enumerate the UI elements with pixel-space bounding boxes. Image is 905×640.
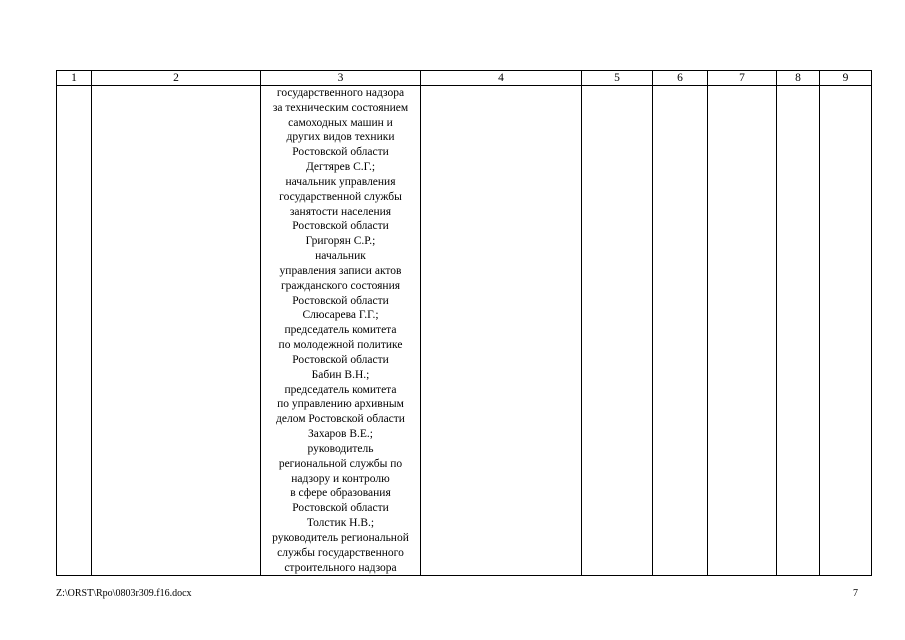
column-header-2: 2 [92, 71, 261, 86]
text-line: службы государственного [277, 546, 404, 559]
text-line: руководитель региональной [272, 531, 409, 544]
text-line: других видов техники [286, 131, 395, 144]
text-line: Захаров В.Е.; [307, 428, 373, 441]
column-header-1: 1 [57, 71, 92, 86]
table-cell-col3 [261, 86, 421, 576]
text-line: Ростовской области [292, 146, 389, 159]
table-cell-col8 [777, 86, 820, 576]
column-header-9: 9 [820, 71, 872, 86]
text-line: управления записи актов [279, 264, 402, 277]
table-cell-col1 [57, 86, 92, 576]
text-line: делом Ростовской области [276, 413, 405, 426]
table-cell-col6 [653, 86, 708, 576]
text-line: Дегтярев С.Г.; [305, 161, 376, 174]
text-line: региональной службы по [278, 457, 403, 470]
text-line: председатель комитета [284, 383, 397, 396]
column-header-6: 6 [653, 71, 708, 86]
table-cell-col9 [820, 86, 872, 576]
text-line: Толстик Н.В.; [306, 517, 375, 530]
column-header-4: 4 [421, 71, 582, 86]
column-header-3: 3 [261, 71, 421, 86]
text-line: Слюсарева Г.Г.; [302, 309, 379, 322]
text-line: в сфере образования [290, 487, 391, 500]
column-header-5: 5 [582, 71, 653, 86]
text-line: строительного надзора [284, 561, 397, 574]
table-cell-col5 [582, 86, 653, 576]
text-line: начальник управления [285, 175, 396, 188]
text-line: по молодежной политике [278, 339, 403, 352]
text-line: за техническим состоянием [272, 101, 409, 114]
column-header-7: 7 [708, 71, 777, 86]
text-line: Ростовской области [292, 502, 389, 515]
column-header-8: 8 [777, 71, 820, 86]
table-header-row [57, 71, 872, 86]
text-line: надзору и контролю [291, 472, 390, 485]
text-line: Ростовской области [292, 220, 389, 233]
text-line: руководитель [307, 442, 374, 455]
text-line: Ростовской области [292, 353, 389, 366]
text-line: самоходных машин и [288, 116, 393, 129]
table-cell-col4 [421, 86, 582, 576]
committee-members-text [261, 86, 420, 575]
footer-file-path: Z:\ORST\Rpo\0803r309.f16.docx [56, 588, 192, 599]
footer-page-number: 7 [853, 588, 858, 599]
text-line: начальник [315, 250, 366, 263]
text-line: государственного надзора [276, 87, 405, 99]
text-line: Бабин В.Н.; [311, 368, 370, 381]
text-line: занятости населения [289, 205, 392, 218]
text-line: по управлению архивным [277, 398, 404, 411]
text-line: председатель комитета [284, 324, 397, 337]
text-line: государственной службы [279, 190, 402, 203]
table-cell-col7 [708, 86, 777, 576]
text-line: Ростовской области [292, 294, 389, 307]
table-cell-col2 [92, 86, 261, 576]
document-table [56, 70, 872, 576]
text-line: гражданского состояния [280, 279, 401, 292]
text-line: Григорян С.Р.; [305, 235, 376, 248]
table-row [57, 86, 872, 576]
